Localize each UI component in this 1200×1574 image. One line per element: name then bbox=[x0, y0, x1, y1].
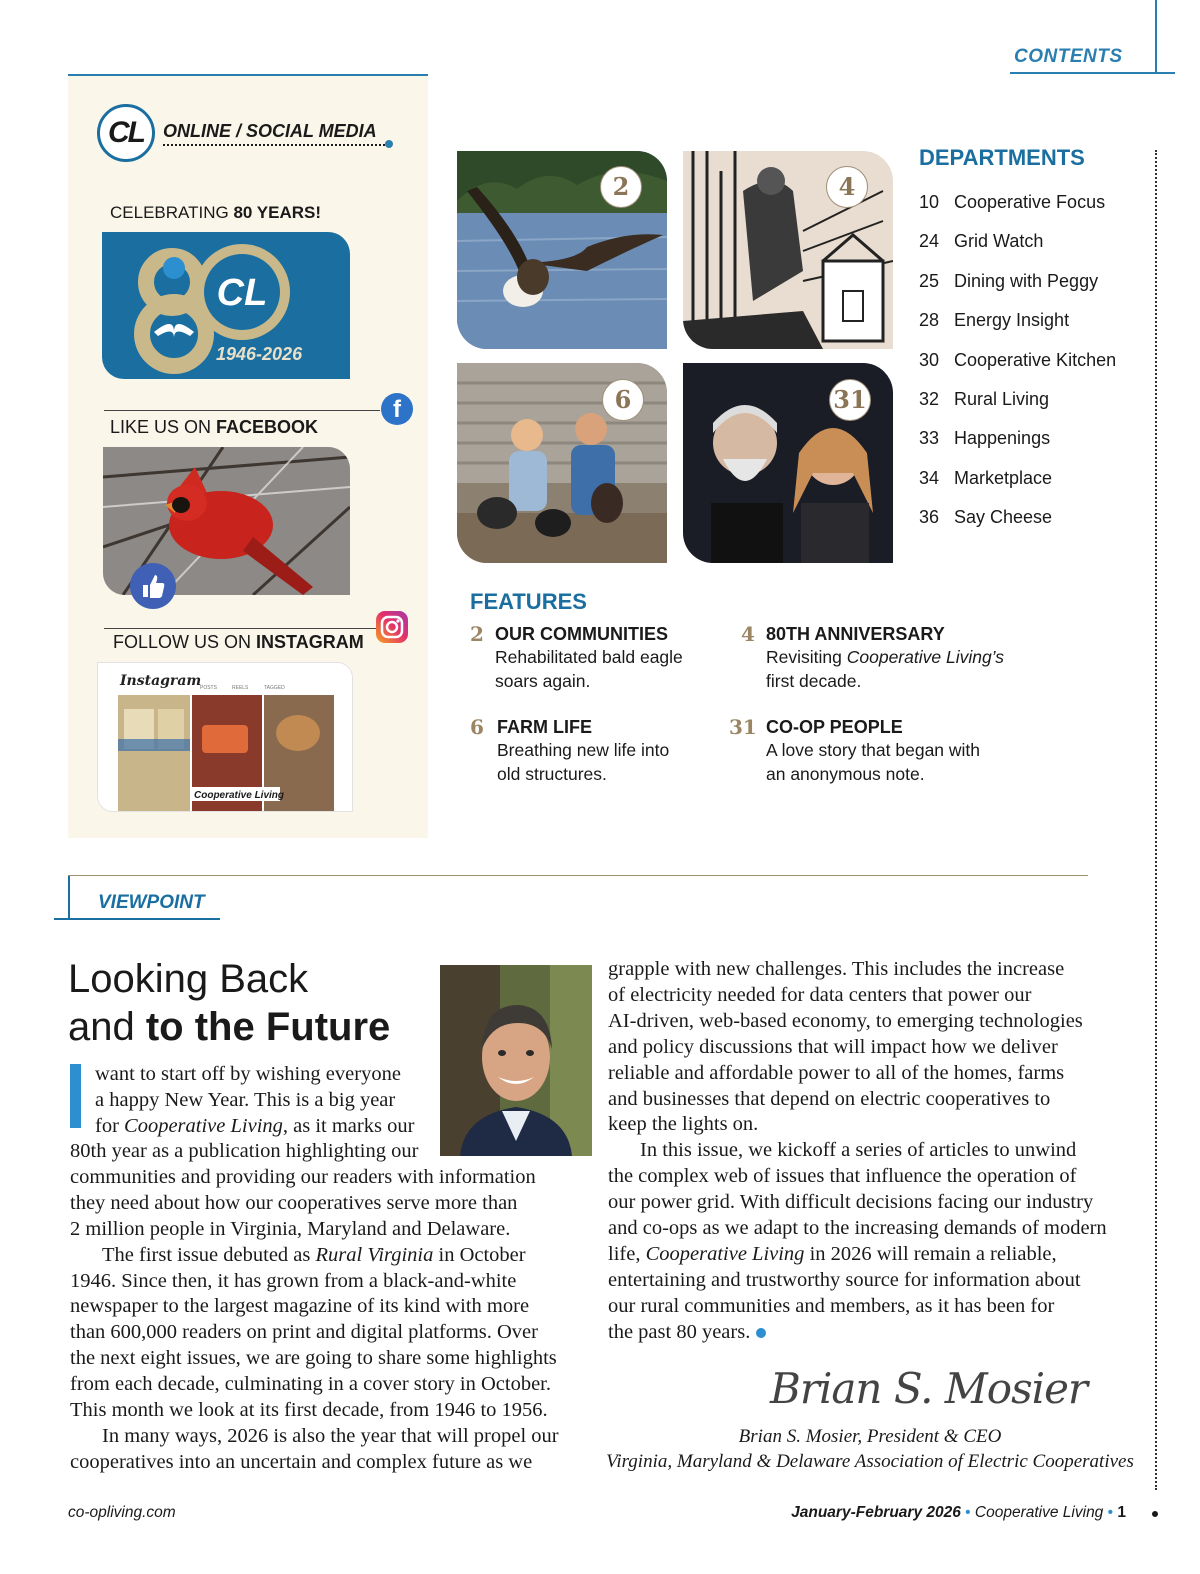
viewpoint-divider bbox=[68, 875, 1088, 876]
col2-line: of electricity needed for data centers that power our bbox=[608, 983, 1032, 1006]
col2-line: and businesses that depend on electric cooperatives to bbox=[608, 1087, 1051, 1110]
portrait-illustration bbox=[440, 965, 592, 1156]
col2-line: the complex web of issues that influence the operation of bbox=[608, 1165, 1077, 1188]
anniversary-logo[interactable] bbox=[102, 232, 350, 379]
dept-name: Marketplace bbox=[954, 468, 1053, 488]
col2-line: and policy discussions that will impact how we deliver bbox=[608, 1035, 1058, 1058]
facebook-like-icon[interactable] bbox=[130, 563, 176, 609]
instagram-screenshot[interactable] bbox=[97, 662, 353, 812]
col2-line: AI-driven, web-based economy, to emerging technologies bbox=[608, 1009, 1083, 1032]
dept-page: 30 bbox=[919, 350, 940, 370]
header-rule bbox=[1010, 72, 1175, 74]
article-col2 bbox=[608, 957, 1128, 1346]
viewpoint-bracket bbox=[68, 876, 70, 919]
dept-row[interactable] bbox=[919, 468, 1052, 489]
col1-line: newspaper to the largest magazine of its kind with more bbox=[70, 1295, 530, 1318]
col1-line: than 600,000 readers on print and digital platforms. Over bbox=[70, 1321, 538, 1344]
col1-em: Rural Virginia bbox=[315, 1243, 434, 1266]
col2-line: keep the lights on. bbox=[608, 1113, 759, 1136]
feature-head: 80TH ANNIVERSARY bbox=[766, 624, 945, 644]
dept-page: 36 bbox=[919, 507, 940, 527]
feature-page: 2 bbox=[470, 622, 484, 646]
feature-desc: Breathing new life into bbox=[497, 740, 670, 760]
signature-name: Brian S. Mosier, President & CEO bbox=[738, 1426, 1002, 1447]
right-margin-dotted-rule bbox=[1155, 150, 1157, 1490]
feature-page: 31 bbox=[729, 715, 757, 739]
dept-name: Grid Watch bbox=[954, 231, 1044, 251]
feature-head: OUR COMMUNITIES bbox=[495, 624, 668, 644]
dept-name: Say Cheese bbox=[954, 507, 1053, 527]
dept-name: Cooperative Focus bbox=[954, 192, 1106, 212]
feature-desc: A love story that began with bbox=[766, 740, 981, 760]
facebook-prefix: LIKE US ON bbox=[110, 417, 212, 437]
instagram-icon[interactable] bbox=[376, 611, 408, 643]
dept-row[interactable] bbox=[919, 389, 1049, 410]
col1-line: they need about how our cooperatives serve more than bbox=[70, 1191, 518, 1214]
footer-separator-icon: • bbox=[965, 1504, 971, 1521]
facebook-icon[interactable]: f bbox=[381, 393, 413, 425]
dotted-leader bbox=[163, 144, 385, 146]
ig-tab-reels: REELS bbox=[232, 685, 249, 691]
dept-page: 34 bbox=[919, 468, 940, 488]
facebook-label[interactable] bbox=[110, 417, 318, 438]
col1-line: 80th year as a publication highlighting our bbox=[70, 1140, 419, 1162]
page-badge-31[interactable]: 31 bbox=[829, 379, 871, 421]
col1-post: , as it marks our bbox=[282, 1114, 415, 1137]
contents-label: CONTENTS bbox=[1014, 46, 1123, 67]
col1-indented: In many ways, 2026 is also the year that will propel our bbox=[102, 1424, 559, 1447]
article-col1-intro bbox=[95, 1062, 414, 1140]
feature-page: 6 bbox=[470, 715, 484, 739]
signature: Brian S. Mosier bbox=[770, 1364, 1088, 1413]
features-title: FEATURES bbox=[470, 589, 587, 614]
online-social-media-label: ONLINE / SOCIAL MEDIA bbox=[163, 121, 377, 141]
dept-page: 25 bbox=[919, 271, 940, 291]
col1-line: from each decade, culminating in a cover story in October. bbox=[70, 1373, 551, 1396]
departments-title: DEPARTMENTS bbox=[919, 145, 1085, 170]
dept-name: Rural Living bbox=[954, 389, 1050, 409]
instagram-label[interactable] bbox=[113, 632, 364, 653]
page-badge-2[interactable]: 2 bbox=[600, 166, 642, 208]
headline-bold: to the Future bbox=[145, 1005, 391, 1049]
page-badge-4[interactable]: 4 bbox=[826, 166, 868, 208]
dept-page: 10 bbox=[919, 192, 940, 212]
dept-row[interactable] bbox=[919, 507, 1052, 528]
footer-issue: January-February 2026 bbox=[791, 1504, 961, 1521]
anniversary-cl-letters: CL bbox=[216, 272, 268, 314]
col1-line: 1946. Since then, it has grown from a black-and-white bbox=[70, 1269, 517, 1292]
ig-tab-tagged: TAGGED bbox=[264, 685, 285, 691]
dept-row[interactable] bbox=[919, 192, 1105, 213]
instagram-glyph bbox=[376, 611, 408, 643]
col2-line: grapple with new challenges. This includes the increase bbox=[608, 958, 1065, 980]
dept-row[interactable] bbox=[919, 350, 1116, 371]
article-headline bbox=[68, 955, 390, 1051]
col2-line bbox=[608, 1320, 1128, 1346]
col1-pre: for bbox=[95, 1114, 125, 1137]
ig-tab-posts: POSTS bbox=[200, 685, 217, 691]
dept-page: 33 bbox=[919, 428, 940, 448]
footer-page: 1 bbox=[1117, 1504, 1126, 1521]
feature-desc: first decade. bbox=[766, 671, 862, 691]
col1-line: This month we look at its first decade, from 1946 to 1956. bbox=[70, 1399, 548, 1422]
author-portrait bbox=[440, 965, 592, 1156]
anniversary-years: 1946-2026 bbox=[216, 344, 303, 364]
col2-em: Cooperative Living bbox=[645, 1242, 805, 1265]
celebrating-prefix: CELEBRATING bbox=[110, 203, 229, 222]
dept-page: 28 bbox=[919, 310, 940, 330]
ig-brand: Instagram bbox=[120, 673, 202, 689]
feature-our-communities[interactable] bbox=[495, 624, 683, 693]
ig-tile-text: Cooperative Living bbox=[194, 790, 285, 801]
instagram-rule bbox=[104, 628, 376, 629]
col1-em: Cooperative Living bbox=[124, 1114, 283, 1137]
footer-magazine: Cooperative Living bbox=[974, 1504, 1104, 1521]
feature-head: FARM LIFE bbox=[497, 717, 592, 737]
col2-line: our power grid. With difficult decisions facing our industry bbox=[608, 1191, 1094, 1214]
col2-indented: In this issue, we kickoff a series of articles to unwind bbox=[640, 1139, 1077, 1162]
headline-line1: Looking Back bbox=[68, 957, 309, 1001]
dept-page: 24 bbox=[919, 231, 940, 251]
footer-bullet-icon bbox=[1152, 1511, 1158, 1517]
dept-row[interactable] bbox=[919, 428, 1050, 449]
celebrating-bold: 80 YEARS! bbox=[233, 203, 322, 222]
feature-desc: Rehabilitated bald eagle bbox=[495, 647, 683, 667]
col2-line: and co-ops as we adapt to the increasing demands of modern bbox=[608, 1217, 1107, 1240]
col1-line: want to start off by wishing everyone bbox=[95, 1063, 401, 1085]
dept-name: Dining with Peggy bbox=[954, 271, 1099, 291]
col1-line: communities and providing our readers with information bbox=[70, 1165, 536, 1188]
dept-row[interactable] bbox=[919, 310, 1069, 331]
article-col1 bbox=[70, 1139, 560, 1476]
leader-dot bbox=[385, 140, 393, 148]
dept-row[interactable] bbox=[919, 271, 1098, 292]
feature-80th-anniversary[interactable] bbox=[766, 624, 1004, 693]
instagram-prefix: FOLLOW US ON bbox=[113, 632, 252, 652]
instagram-bold: INSTAGRAM bbox=[256, 632, 364, 652]
drop-cap bbox=[70, 1064, 81, 1128]
facebook-rule bbox=[104, 410, 380, 411]
col2-pre: life, bbox=[608, 1242, 646, 1265]
feature-farm-life[interactable] bbox=[497, 717, 669, 786]
col1-line bbox=[70, 1424, 560, 1450]
col1-line: a happy New Year. This is a big year bbox=[95, 1088, 396, 1111]
viewpoint-label: VIEWPOINT bbox=[98, 892, 205, 913]
footer-website[interactable]: co-opliving.com bbox=[68, 1504, 176, 1521]
footer-issue-info bbox=[700, 1504, 1126, 1522]
celebrating-80-years bbox=[110, 203, 321, 223]
col1-line bbox=[70, 1243, 560, 1269]
col2-line: our rural communities and members, as it has been for bbox=[608, 1294, 1055, 1317]
col1-line: the next eight issues, we are going to share some highlights bbox=[70, 1347, 557, 1370]
feature-desc: soars again. bbox=[495, 671, 591, 691]
cl-logo[interactable] bbox=[97, 104, 155, 162]
dept-name: Happenings bbox=[954, 428, 1051, 448]
dept-page: 32 bbox=[919, 389, 940, 409]
feature-desc-em: Cooperative Living’s bbox=[846, 647, 1005, 667]
page-badge-6[interactable]: 6 bbox=[602, 379, 644, 421]
col2-post: in 2026 will remain a reliable, bbox=[804, 1242, 1057, 1265]
viewpoint-underline bbox=[54, 918, 220, 920]
signature-organization: Virginia, Maryland & Delaware Association of Electric Cooperatives bbox=[606, 1451, 1134, 1472]
footer-separator-icon: • bbox=[1107, 1504, 1114, 1521]
feature-desc: old structures. bbox=[497, 764, 607, 784]
headline-and: and bbox=[68, 1005, 146, 1049]
feature-desc: an anonymous note. bbox=[766, 764, 925, 784]
col2-line: entertaining and trustworthy source for information about bbox=[608, 1268, 1081, 1291]
col2-line: reliable and affordable power to all of the homes, farms bbox=[608, 1061, 1065, 1084]
feature-desc bbox=[766, 645, 1004, 669]
col2-last: the past 80 years. bbox=[608, 1320, 751, 1343]
dept-name: Energy Insight bbox=[954, 310, 1070, 330]
col1-line: cooperatives into an uncertain and complex future as we bbox=[70, 1450, 533, 1473]
headline-line2 bbox=[68, 1003, 390, 1051]
header-vertical-rule bbox=[1155, 0, 1157, 74]
col1-pre: The first issue debuted as bbox=[102, 1243, 316, 1266]
dept-row[interactable] bbox=[919, 231, 1043, 252]
col1-line bbox=[95, 1114, 414, 1140]
instagram-feed-graphic bbox=[98, 663, 353, 812]
col2-line bbox=[608, 1242, 1128, 1268]
col1-post: in October bbox=[433, 1243, 526, 1266]
anniversary-logo-graphic bbox=[102, 232, 350, 379]
feature-page: 4 bbox=[741, 622, 755, 646]
col1-line: 2 million people in Virginia, Maryland and Delaware. bbox=[70, 1217, 511, 1240]
feature-co-op-people[interactable] bbox=[766, 717, 980, 786]
col2-line bbox=[608, 1138, 1128, 1164]
dept-name: Cooperative Kitchen bbox=[954, 350, 1117, 370]
feature-head: CO-OP PEOPLE bbox=[766, 717, 903, 737]
thumbs-up-icon bbox=[130, 563, 176, 609]
end-mark-icon bbox=[756, 1328, 766, 1338]
feature-desc-pre: Revisiting bbox=[766, 647, 847, 667]
cl-logo-letters: CL bbox=[108, 116, 144, 149]
facebook-bold: FACEBOOK bbox=[216, 417, 319, 437]
